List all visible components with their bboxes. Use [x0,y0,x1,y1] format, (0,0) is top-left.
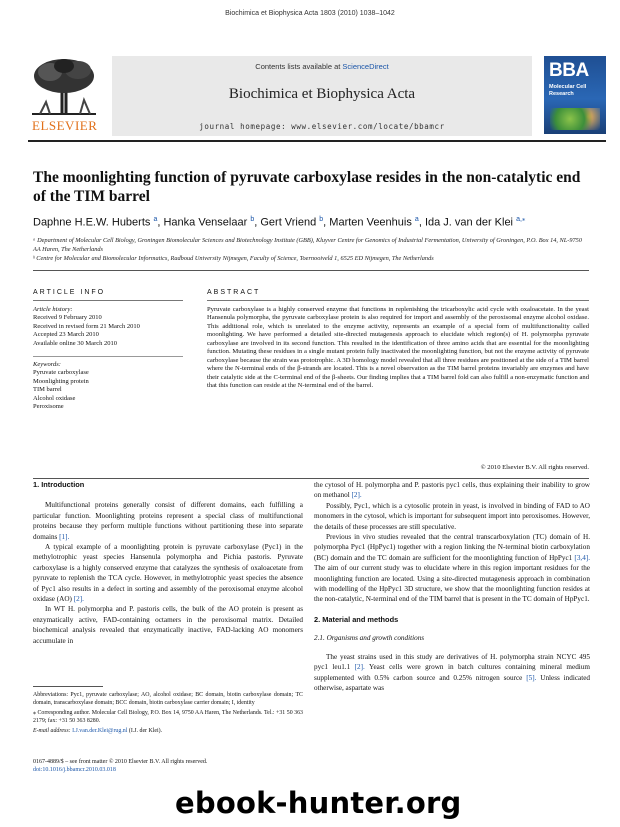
body-paragraph [314,652,590,694]
author-affiliation-mark[interactable]: b [250,216,255,223]
abstract-bottom-rule [33,478,589,479]
citation-link[interactable]: [5]. [526,673,537,682]
paragraph-text: The aim of our current study was to elucidate where in this region important residues for the moonlighting function are located. Using a site-directed mutagenesis approach in combination with modelling of the HpPyc1 3D structure, we show that the moonlighting function resides at the non-catalytic, N-terminal end of the TIM barrel that is present in the TC domain of HpPyc1. [314,564,590,604]
email-footnote [33,728,303,736]
citation-link[interactable]: [1]. [59,532,70,541]
paragraph-text: Previous in vivo studies revealed that the central transcarboxylation (TC) domain of H. polymorpha Pyc1 (HpPyc1) together with a region linking the N-terminal biotin carboxylation (BC) domain and the TC domain are sufficient for the moonlighting function of HpPyc1 [314,533,590,562]
citation-link[interactable]: [2]. [354,663,365,672]
masthead-rule [28,140,606,142]
affiliation-b: ᵇ Centre for Molecular and Biomolecular Informatics, Radboud University Nijmegen, Faculty of Science, Toernooiveld 1, 6525 ED Nijmegen, The Netherlands [33,255,434,262]
author-name[interactable]: Gert Vriend [260,216,317,229]
cover-artwork [550,108,600,130]
history-item: Accepted 23 March 2010 [33,331,99,339]
methods-heading: 2. Material and methods [314,614,399,624]
sciencedirect-link[interactable]: ScienceDirect [342,62,389,71]
email-label: E-mail address: [33,727,73,734]
journal-cover-thumbnail[interactable] [544,56,606,134]
author-affiliation-mark[interactable]: a,⁎ [516,216,526,223]
author-affiliation-mark[interactable]: a [414,216,419,223]
citation-link[interactable]: [2]. [73,595,84,604]
abstract-heading: ABSTRACT [207,289,261,296]
keyword-item: Peroxisome [33,403,64,411]
cover-title: BBA [549,60,589,81]
abbreviations-footnote: Abbreviations: Pyc1, pyruvate carboxylase; AO, alcohol oxidase; BC domain, biotin carboxylase domain; TC domain, transcarboxylase domain; BCC domain, biotin carboxylase carrier domain; I, identity [33,692,303,706]
paragraph-text: Unless indicated otherwise, aspartate was [314,673,590,692]
author-affiliation-mark[interactable]: a [153,216,158,223]
footnote-rule [33,686,103,687]
author-affiliation-mark[interactable]: b [319,216,324,223]
affiliation-a: ᵃ Department of Molecular Cell Biology, Groningen Biomolecular Sciences and Biotechnology Institute (GBB), Kluyver Centre for Genomics of Industrial Fermentation, University of Groningen, P.O. Box 14, NL-9750 AA Haren, The Netherlands [33,237,582,253]
footnotes [33,692,303,738]
doi-link[interactable]: doi:10.1016/j.bbamcr.2010.03.018 [33,767,116,773]
journal-citation: Biochimica et Biophysica Acta 1803 (2010) 1038–1042 [225,10,395,17]
paragraph-text: The yeast strains used in this study are derivatives of H. polymorpha strain NCYC 495 pyc1 leu1.1 [314,652,590,672]
author-list: Daphne H.E.W. Huberts $^a$, Hanka Venselaar $^b$, Gert Vriend $^b$, Marten Veenhuis $^a$, Ida J. van der Klei $^{a,⁎}$ [33,216,526,229]
masthead [28,56,606,136]
author-name[interactable]: Daphne H.E.W. Huberts [33,216,151,229]
issn-line: 0167-4889/$ – see front matter © 2010 Elsevier B.V. All rights reserved. [33,759,208,765]
abstract-text: Pyruvate carboxylase is a highly conserved enzyme that functions in replenishing the tricarboxylic acid cycle with oxaloacetate. In the yeast Hansenula polymorpha, the pyruvate carboxylase protein is also required for import and assembly of the peroxisomal enzyme alcohol oxidase. This additional role, which is unrelated to the enzyme activity, represents an example of a special form of multifunctionality called moonlighting. We have performed a detailed site-directed mutagenesis approach to elucidate which region(s) of H. polymorpha pyruvate carboxylase are involved in its second function. This resulted in the identification of three amino acids that are essential for the moonlighting function. Mutating these residues in a single mutant protein fully inactivated the moonlighting function, but not the enzyme activity of pyruvate carboxylase because the strain was prototrophic. A 3D homology model revealed that all three residues are positioned at the side of a TIM barrel where the N-terminal ends of the β-strands are located. This is a novel observation as the TIM barrel proteins invariably are enzymes and have their catalytic side at the C-terminal end of the β-sheets. Our finding implies that a TIM barrel fold can also fulfill a non-enzymatic function and that this function can reside at the N-terminal end of the barrel. [207,306,589,390]
body-column-right [314,480,590,693]
keyword-item: Pyruvate carboxylase [33,369,89,377]
body-paragraph [314,480,590,501]
author-name[interactable]: Ida J. van der Klei [424,216,514,229]
keyword-item: TIM barrel [33,386,62,394]
keywords [33,361,183,411]
history-item: Received in revised form 21 March 2010 [33,322,140,330]
paragraph-text: A typical example of a moonlighting protein is pyruvate carboxylase (Pyc1) in the methylotrophic yeast species Hansenula polymorpha and Pichia pastoris. Pyruvate carboxylase is a highly conserved enzyme that catalyzes the synthesis of oxaloacetate from pyruvate to replenish the TCA cycle. However, in methylotrophic yeast species the absence of Pyc1 also results in a defect in sorting and assembly of the peroxisomal enzyme alcohol oxidase (AO) [33,543,303,604]
journal-title: Biochimica et Biophysica Acta [228,86,416,102]
elsevier-tree-icon [28,56,100,116]
masthead-center [112,56,532,136]
header-rule [33,270,589,271]
keywords-label: Keywords: [33,361,61,368]
history-item: Available online 30 March 2010 [33,339,117,347]
body-paragraph: In WT H. polymorpha and P. pastoris cells, the bulk of the AO protein is present as enzymatically active, FAD-containing octamers in the peroxisomal matrix. Detailed biochemical analysis revealed that enzymatically inactive, FAD-lacking AO monomers accumulate in [33,605,303,645]
body-paragraph [33,500,303,542]
copyright-notice: © 2010 Elsevier B.V. All rights reserved. [480,464,589,471]
article-info-rule [33,300,183,301]
contents-line [112,62,532,71]
author-name[interactable]: Marten Veenhuis [329,216,412,229]
journal-homepage-link[interactable]: journal homepage: www.elsevier.com/locate/bbamcr [199,122,445,131]
body-column-left [33,480,303,646]
info-separator [33,356,183,357]
body-paragraph [33,542,303,604]
elsevier-wordmark: ELSEVIER [32,118,98,133]
history-label: Article history: [33,306,73,313]
contents-prefix: Contents lists available at [255,62,343,71]
email-suffix: (I.J. der Klei). [127,727,163,734]
subsection-heading: 2.1. Organisms and growth conditions [314,634,425,643]
paragraph-text: Yeast cells were grown in batch cultures containing mineral medium supplemented with 0.5% carbon source and 0.25% nitrogen source [314,663,590,682]
author-name[interactable]: Hanka Venselaar [163,216,248,229]
keyword-item: Moonlighting protein [33,377,89,385]
history-item: Received 9 February 2010 [33,314,102,322]
citation-link[interactable]: [3,4]. [574,553,590,562]
body-paragraph [314,532,590,605]
abstract-rule [207,300,589,301]
article-history [33,306,183,348]
article-title: The moonlighting function of pyruvate carboxylase resides in the non-catalytic end of the TIM barrel [33,169,581,205]
keyword-item: Alcohol oxidase [33,394,76,402]
watermark: ebook-hunter.org [175,786,462,820]
issn-doi-block [33,758,303,774]
email-link[interactable]: I.J.van.der.Klei@rug.nl [72,727,128,734]
body-paragraph: Possibly, Pyc1, which is a cytosolic protein in yeast, is involved in binding of FAD to AO monomers in the cytosol, which is important for subsequent import into peroxisomes. However, the details of these processes are still speculative. [314,501,590,531]
citation-link[interactable]: [2]. [351,491,362,500]
elsevier-logo[interactable] [28,56,100,134]
cover-subtitle: Molecular Cell Research [549,84,587,97]
corresponding-author-footnote: ⁎ Corresponding author. Molecular Cell Biology, P.O. Box 14, 9750 AA Haren, The Netherlands. Tel.: +31 50 363 2179; fax: +31 50 363 8280. [33,709,303,724]
intro-heading: 1. Introduction [33,480,85,489]
paragraph-text: the cytosol of H. polymorpha and P. pastoris pyc1 cells, thus explaining their inability to grow on methanol [314,481,590,500]
paragraph-text: Multifunctional proteins generally consist of different domains, each fulfilling a particular function. Moonlighting proteins represent a special class of multifunctional proteins because they perform multiple functions without partitioning these into separate domains [33,501,303,541]
article-info-heading: ARTICLE INFO [33,289,106,296]
